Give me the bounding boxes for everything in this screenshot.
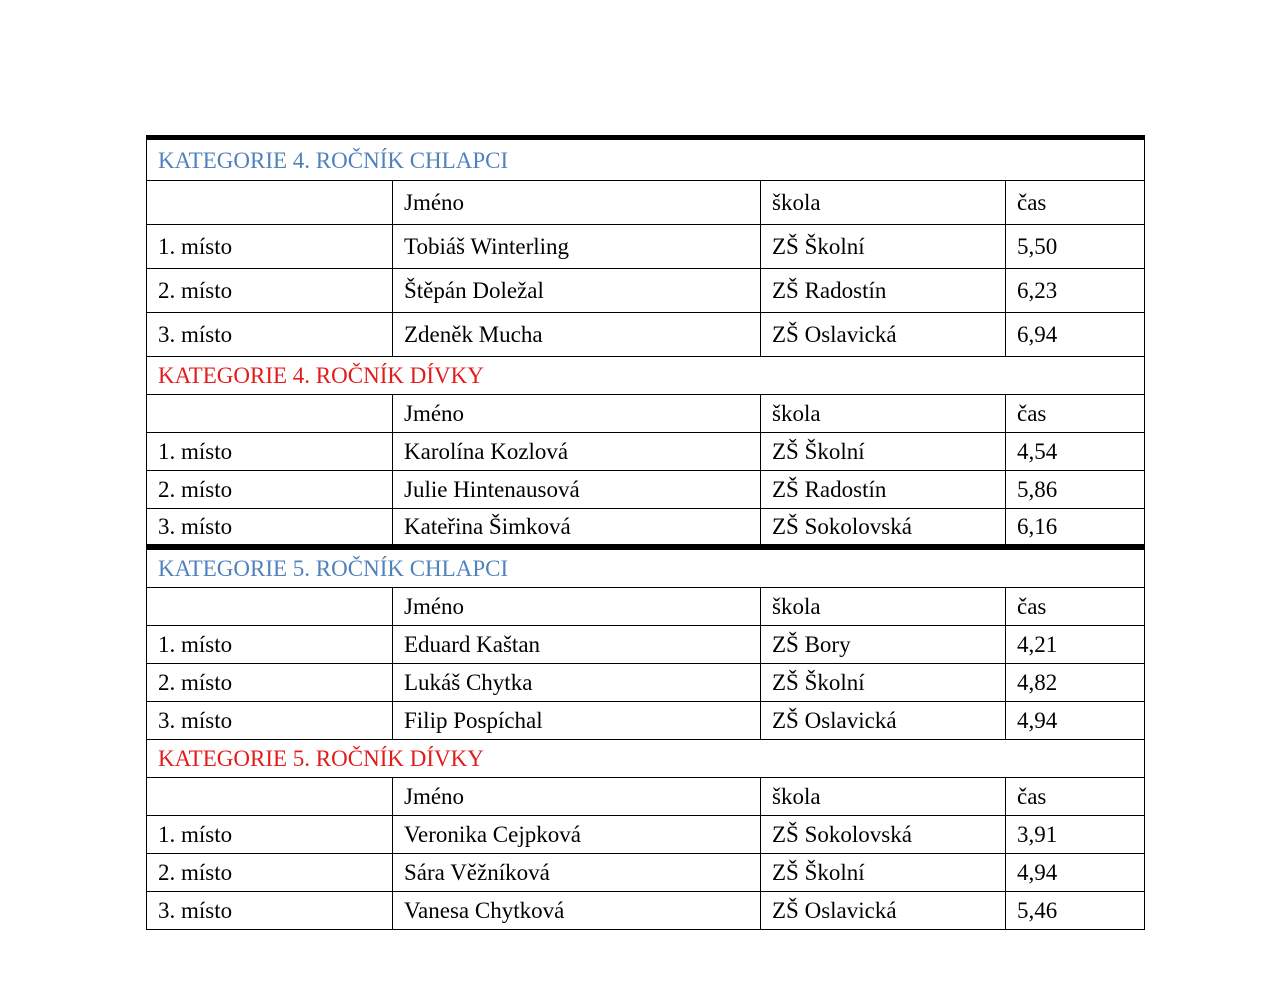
header-name: Jméno [393, 395, 761, 433]
school-cell: ZŠ Školní [761, 854, 1006, 892]
header-row [147, 778, 1145, 816]
place-cell: 3. místo [147, 892, 393, 930]
name-cell: Eduard Kaštan [393, 626, 761, 664]
header-place [147, 181, 393, 225]
time-cell: 6,16 [1006, 509, 1145, 547]
table-row [147, 509, 1145, 547]
header-row [147, 395, 1145, 433]
table-row [147, 471, 1145, 509]
name-cell: Kateřina Šimková [393, 509, 761, 547]
time-cell: 6,23 [1006, 269, 1145, 313]
header-school: škola [761, 395, 1006, 433]
table-row [147, 269, 1145, 313]
table-row [147, 854, 1145, 892]
time-cell: 4,54 [1006, 433, 1145, 471]
time-cell: 4,82 [1006, 664, 1145, 702]
school-cell: ZŠ Sokolovská [761, 509, 1006, 547]
table-row [147, 225, 1145, 269]
school-cell: ZŠ Radostín [761, 471, 1006, 509]
name-cell: Zdeněk Mucha [393, 313, 761, 357]
header-place [147, 588, 393, 626]
school-cell: ZŠ Bory [761, 626, 1006, 664]
place-cell: 1. místo [147, 626, 393, 664]
time-cell: 5,50 [1006, 225, 1145, 269]
header-place [147, 778, 393, 816]
header-school: škola [761, 778, 1006, 816]
header-name: Jméno [393, 588, 761, 626]
category-title: KATEGORIE 5. ROČNÍK DÍVKY [147, 740, 1145, 778]
header-row [147, 588, 1145, 626]
school-cell: ZŠ Oslavická [761, 313, 1006, 357]
name-cell: Filip Pospíchal [393, 702, 761, 740]
category-title-row [147, 547, 1145, 588]
table-row [147, 892, 1145, 930]
time-cell: 5,86 [1006, 471, 1145, 509]
table-row [147, 702, 1145, 740]
place-cell: 3. místo [147, 509, 393, 547]
category-title-row [147, 740, 1145, 778]
header-school: škola [761, 181, 1006, 225]
name-cell: Veronika Cejpková [393, 816, 761, 854]
name-cell: Vanesa Chytková [393, 892, 761, 930]
header-name: Jméno [393, 181, 761, 225]
time-cell: 5,46 [1006, 892, 1145, 930]
header-time: čas [1006, 778, 1145, 816]
place-cell: 1. místo [147, 433, 393, 471]
header-school: škola [761, 588, 1006, 626]
header-name: Jméno [393, 778, 761, 816]
time-cell: 6,94 [1006, 313, 1145, 357]
category-title: KATEGORIE 5. ROČNÍK CHLAPCI [147, 547, 1145, 588]
table-row [147, 816, 1145, 854]
name-cell: Karolína Kozlová [393, 433, 761, 471]
results-table [146, 135, 1145, 930]
place-cell: 3. místo [147, 702, 393, 740]
table-row [147, 664, 1145, 702]
name-cell: Julie Hintenausová [393, 471, 761, 509]
name-cell: Štěpán Doležal [393, 269, 761, 313]
category-title-row [147, 138, 1145, 181]
time-cell: 4,21 [1006, 626, 1145, 664]
name-cell: Tobiáš Winterling [393, 225, 761, 269]
place-cell: 2. místo [147, 269, 393, 313]
table-row [147, 626, 1145, 664]
time-cell: 3,91 [1006, 816, 1145, 854]
name-cell: Sára Věžníková [393, 854, 761, 892]
time-cell: 4,94 [1006, 854, 1145, 892]
place-cell: 3. místo [147, 313, 393, 357]
header-time: čas [1006, 395, 1145, 433]
school-cell: ZŠ Školní [761, 433, 1006, 471]
place-cell: 1. místo [147, 225, 393, 269]
table-row [147, 313, 1145, 357]
category-title: KATEGORIE 4. ROČNÍK DÍVKY [147, 357, 1145, 395]
category-title: KATEGORIE 4. ROČNÍK CHLAPCI [147, 138, 1145, 181]
school-cell: ZŠ Oslavická [761, 892, 1006, 930]
school-cell: ZŠ Radostín [761, 269, 1006, 313]
header-time: čas [1006, 588, 1145, 626]
place-cell: 2. místo [147, 471, 393, 509]
category-title-row [147, 357, 1145, 395]
table-row [147, 433, 1145, 471]
school-cell: ZŠ Oslavická [761, 702, 1006, 740]
school-cell: ZŠ Školní [761, 664, 1006, 702]
school-cell: ZŠ Školní [761, 225, 1006, 269]
header-row [147, 181, 1145, 225]
time-cell: 4,94 [1006, 702, 1145, 740]
place-cell: 2. místo [147, 664, 393, 702]
name-cell: Lukáš Chytka [393, 664, 761, 702]
header-time: čas [1006, 181, 1145, 225]
school-cell: ZŠ Sokolovská [761, 816, 1006, 854]
place-cell: 2. místo [147, 854, 393, 892]
place-cell: 1. místo [147, 816, 393, 854]
header-place [147, 395, 393, 433]
